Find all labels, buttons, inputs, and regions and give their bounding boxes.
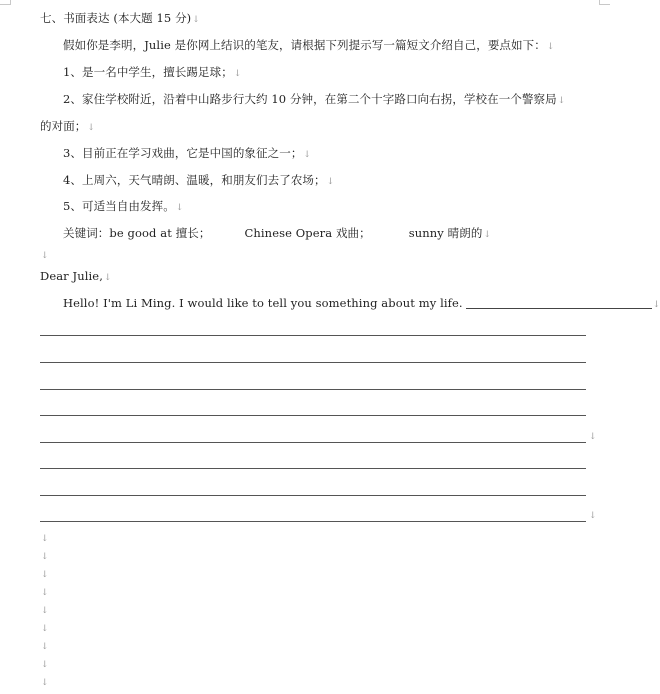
writing-line[interactable]: [40, 495, 586, 496]
paragraph-mark: ↓: [483, 230, 492, 240]
keywords-line: [63, 225, 491, 241]
keyword-item: be good at 擅长；: [109, 226, 211, 240]
paragraph-mark: ↓: [103, 273, 112, 283]
point-2-continued-text: 的对面；: [40, 119, 87, 133]
paragraph-mark: ↓: [652, 300, 660, 310]
point-3-text: 3、目前正在学习戏曲，它是中国的象征之一；: [63, 146, 303, 160]
section-title-text: 七、书面表达 (本大题 15 分): [40, 11, 192, 25]
empty-paragraph-mark: ↓: [41, 678, 49, 688]
paragraph-mark: ↓: [589, 511, 597, 521]
writing-line[interactable]: [40, 442, 586, 443]
paragraph-mark: ↓: [546, 42, 555, 52]
keywords-label: 关键词：: [63, 226, 110, 240]
page-corner-mark-left: [0, 0, 11, 5]
writing-line[interactable]: [40, 362, 586, 363]
point-2-continued: [40, 118, 95, 134]
paragraph-mark: ↓: [87, 123, 96, 133]
empty-paragraph-mark: ↓: [41, 660, 49, 670]
section-title: [40, 10, 200, 26]
paragraph-mark: ↓: [175, 203, 184, 213]
point-2-text: 2、家住学校附近，沿着中山路步行大约 10 分钟，在第二个十字路口向右拐，学校在一个警察局: [63, 92, 557, 106]
prompt-intro-text: 假如你是李明，Julie 是你网上结识的笔友，请根据下列提示写一篇短文介绍自己，要点如下：: [63, 38, 546, 52]
empty-paragraph-mark: ↓: [41, 642, 49, 652]
paragraph-mark: ↓: [233, 69, 242, 79]
writing-line[interactable]: [40, 468, 586, 469]
empty-paragraph-mark: ↓: [41, 570, 49, 580]
keyword-item: Chinese Opera 戏曲；: [244, 226, 371, 240]
writing-line[interactable]: [40, 389, 586, 390]
point-5-text: 5、可适当自由发挥。: [63, 199, 175, 213]
point-2: [63, 91, 565, 107]
empty-paragraph-mark: ↓: [41, 624, 49, 634]
point-4-text: 4、上周六，天气晴朗、温暖，和朋友们去了农场；: [63, 173, 326, 187]
paragraph-mark: ↓: [326, 177, 335, 187]
point-4: [63, 172, 334, 188]
writing-line[interactable]: [40, 335, 586, 336]
letter-opening: [63, 296, 660, 310]
paragraph-mark: ↓: [192, 15, 200, 25]
letter-opening-text: Hello! I'm Li Ming. I would like to tell you something about my life.: [63, 296, 463, 310]
keyword-item: sunny 晴朗的: [408, 226, 483, 240]
writing-line[interactable]: [40, 521, 586, 522]
prompt-intro: [63, 37, 555, 53]
writing-blank[interactable]: [466, 296, 652, 309]
paragraph-mark: ↓: [589, 432, 597, 442]
point-3: [63, 145, 311, 161]
paragraph-mark: ↓: [303, 150, 312, 160]
letter-greeting: [40, 269, 112, 283]
page-corner-mark-right: [599, 0, 610, 5]
point-1-text: 1、是一名中学生，擅长踢足球；: [63, 65, 233, 79]
empty-paragraph-mark: ↓: [41, 552, 49, 562]
paragraph-mark: ↓: [557, 96, 566, 106]
point-5: [63, 198, 183, 214]
empty-paragraph-mark: ↓: [41, 606, 49, 616]
letter-greeting-text: Dear Julie,: [40, 269, 103, 283]
empty-paragraph-mark: ↓: [41, 534, 49, 544]
empty-paragraph-mark: ↓: [41, 588, 49, 598]
empty-paragraph-mark: ↓: [41, 251, 49, 261]
point-1: [63, 64, 241, 80]
writing-line[interactable]: [40, 415, 586, 416]
